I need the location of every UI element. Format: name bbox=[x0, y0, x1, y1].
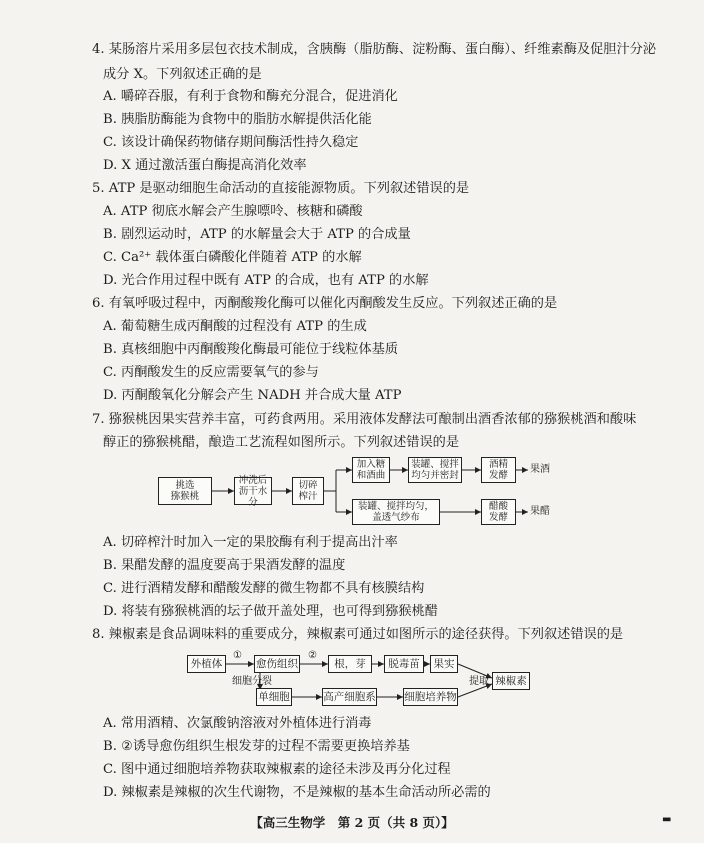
box-add-sugar-yeast: 加入糖 和酒曲 bbox=[352, 457, 390, 483]
box-stir-gauze: 装罐、搅拌均匀， 盖透气纱布 bbox=[352, 499, 440, 525]
box-seal-stir: 装罐、搅拌 均匀并密封 bbox=[408, 457, 462, 483]
q4-stem-line-1: 4. 某肠溶片采用多层包衣技术制成，含胰酶（脂肪酶、淀粉酶、蛋白酶）、纤维素酶及促胆汁分泌 bbox=[92, 42, 657, 57]
q5-option-c: C. Ca²⁺ 载体蛋白磷酸化伴随着 ATP 的水解 bbox=[103, 250, 362, 265]
output-fruit-wine: 果酒 bbox=[530, 464, 550, 475]
q4-option-b: B. 胰脂肪酶能为食物中的脂肪水解提供活化能 bbox=[103, 112, 372, 127]
q8-stem: 8. 辣椒素是食品调味料的重要成分，辣椒素可通过如图所示的途径获得。下列叙述错误的是 bbox=[92, 627, 624, 642]
q5-option-a: A. ATP 彻底水解会产生腺嘌呤、核糖和磷酸 bbox=[103, 204, 363, 219]
page-footer: 【高三生物学 第 2 页（共 8 页）】 bbox=[250, 815, 454, 830]
box-wash-drain: 冲洗后 沥干水分 bbox=[234, 477, 272, 505]
label-step-1: ① bbox=[233, 650, 242, 661]
box-chop-juice: 切碎 榨汁 bbox=[292, 477, 324, 505]
q7-stem-line-1: 7. 猕猴桃因果实营养丰富，可药食两用。采用液体发酵法可酿制出酒香浓郁的猕猴桃酒和酸味 bbox=[92, 412, 637, 427]
q7-option-d: D. 将装有猕猴桃酒的坛子做开盖处理，也可得到猕猴桃醋 bbox=[103, 604, 438, 619]
q7-option-b: B. 果醋发酵的温度要高于果酒发酵的温度 bbox=[103, 558, 346, 573]
box-select-kiwi: 挑选 猕猴桃 bbox=[158, 477, 212, 505]
box-cell-culture: 细胞培养物 bbox=[403, 688, 458, 706]
q6-option-b: B. 真核细胞中丙酮酸羧化酶最可能位于线粒体基质 bbox=[103, 342, 399, 357]
box-fruit: 果实 bbox=[430, 655, 458, 673]
corner-mark: ▬ bbox=[662, 814, 672, 825]
q8-option-b: B. ②诱导愈伤组织生根发芽的过程不需要更换培养基 bbox=[103, 739, 410, 754]
q6-option-a: A. 葡萄糖生成丙酮酸的过程没有 ATP 的生成 bbox=[103, 319, 367, 334]
q7-option-a: A. 切碎榨汁时加入一定的果胶酶有利于提高出汁率 bbox=[103, 535, 398, 550]
box-capsaicin: 辣椒素 bbox=[492, 672, 530, 690]
box-high-yield-cell-line: 高产细胞系 bbox=[322, 688, 377, 706]
box-alcohol-fermentation: 酒精 发酵 bbox=[481, 457, 516, 483]
q4-option-c: C. 该设计确保药物储存期间酶活性持久稳定 bbox=[103, 135, 359, 150]
q6-option-d: D. 丙酮酸氧化分解会产生 NADH 并合成大量 ATP bbox=[103, 388, 402, 403]
q5-stem: 5. ATP 是驱动细胞生命活动的直接能源物质。下列叙述错误的是 bbox=[92, 181, 470, 196]
q8-option-d: D. 辣椒素是辣椒的次生代谢物，不是辣椒的基本生命活动所必需的 bbox=[103, 785, 491, 800]
box-root-shoot: 根，芽 bbox=[328, 655, 372, 673]
box-explant: 外植体 bbox=[187, 655, 226, 673]
box-virus-free-seedling: 脱毒苗 bbox=[384, 655, 424, 673]
q4-stem-line-2: 成分 X。下列叙述正确的是 bbox=[103, 67, 262, 82]
label-step-2: ② bbox=[308, 650, 317, 661]
q4-option-d: D. X 通过激活蛋白酶提高消化效率 bbox=[103, 158, 307, 173]
q7-option-c: C. 进行酒精发酵和醋酸发酵的微生物都不具有核膜结构 bbox=[103, 581, 425, 596]
output-fruit-vinegar: 果醋 bbox=[530, 506, 550, 517]
box-single-cell: 单细胞 bbox=[256, 688, 292, 706]
q5-option-d: D. 光合作用过程中既有 ATP 的合成，也有 ATP 的水解 bbox=[103, 273, 429, 288]
q6-option-c: C. 丙酮酸发生的反应需要氧气的参与 bbox=[103, 365, 319, 380]
q8-option-a: A. 常用酒精、次氯酸钠溶液对外植体进行消毒 bbox=[103, 716, 372, 731]
label-cell-division: 细胞分裂 bbox=[232, 676, 272, 687]
label-extract: 提取 bbox=[469, 676, 489, 687]
q7-stem-line-2: 醇正的猕猴桃醋，酿造工艺流程如图所示。下列叙述错误的是 bbox=[103, 435, 460, 450]
q4-option-a: A. 嚼碎吞服，有利于食物和酶充分混合，促进消化 bbox=[103, 89, 398, 104]
q6-stem: 6. 有氧呼吸过程中，丙酮酸羧化酶可以催化丙酮酸发生反应。下列叙述正确的是 bbox=[92, 296, 558, 311]
q5-option-b: B. 剧烈运动时，ATP 的水解量会大于 ATP 的合成量 bbox=[103, 227, 411, 242]
box-callus: 愈伤组织 bbox=[254, 655, 300, 673]
box-acetic-fermentation: 醋酸 发酵 bbox=[481, 499, 516, 525]
q8-option-c: C. 图中通过细胞培养物获取辣椒素的途径未涉及再分化过程 bbox=[103, 762, 451, 777]
